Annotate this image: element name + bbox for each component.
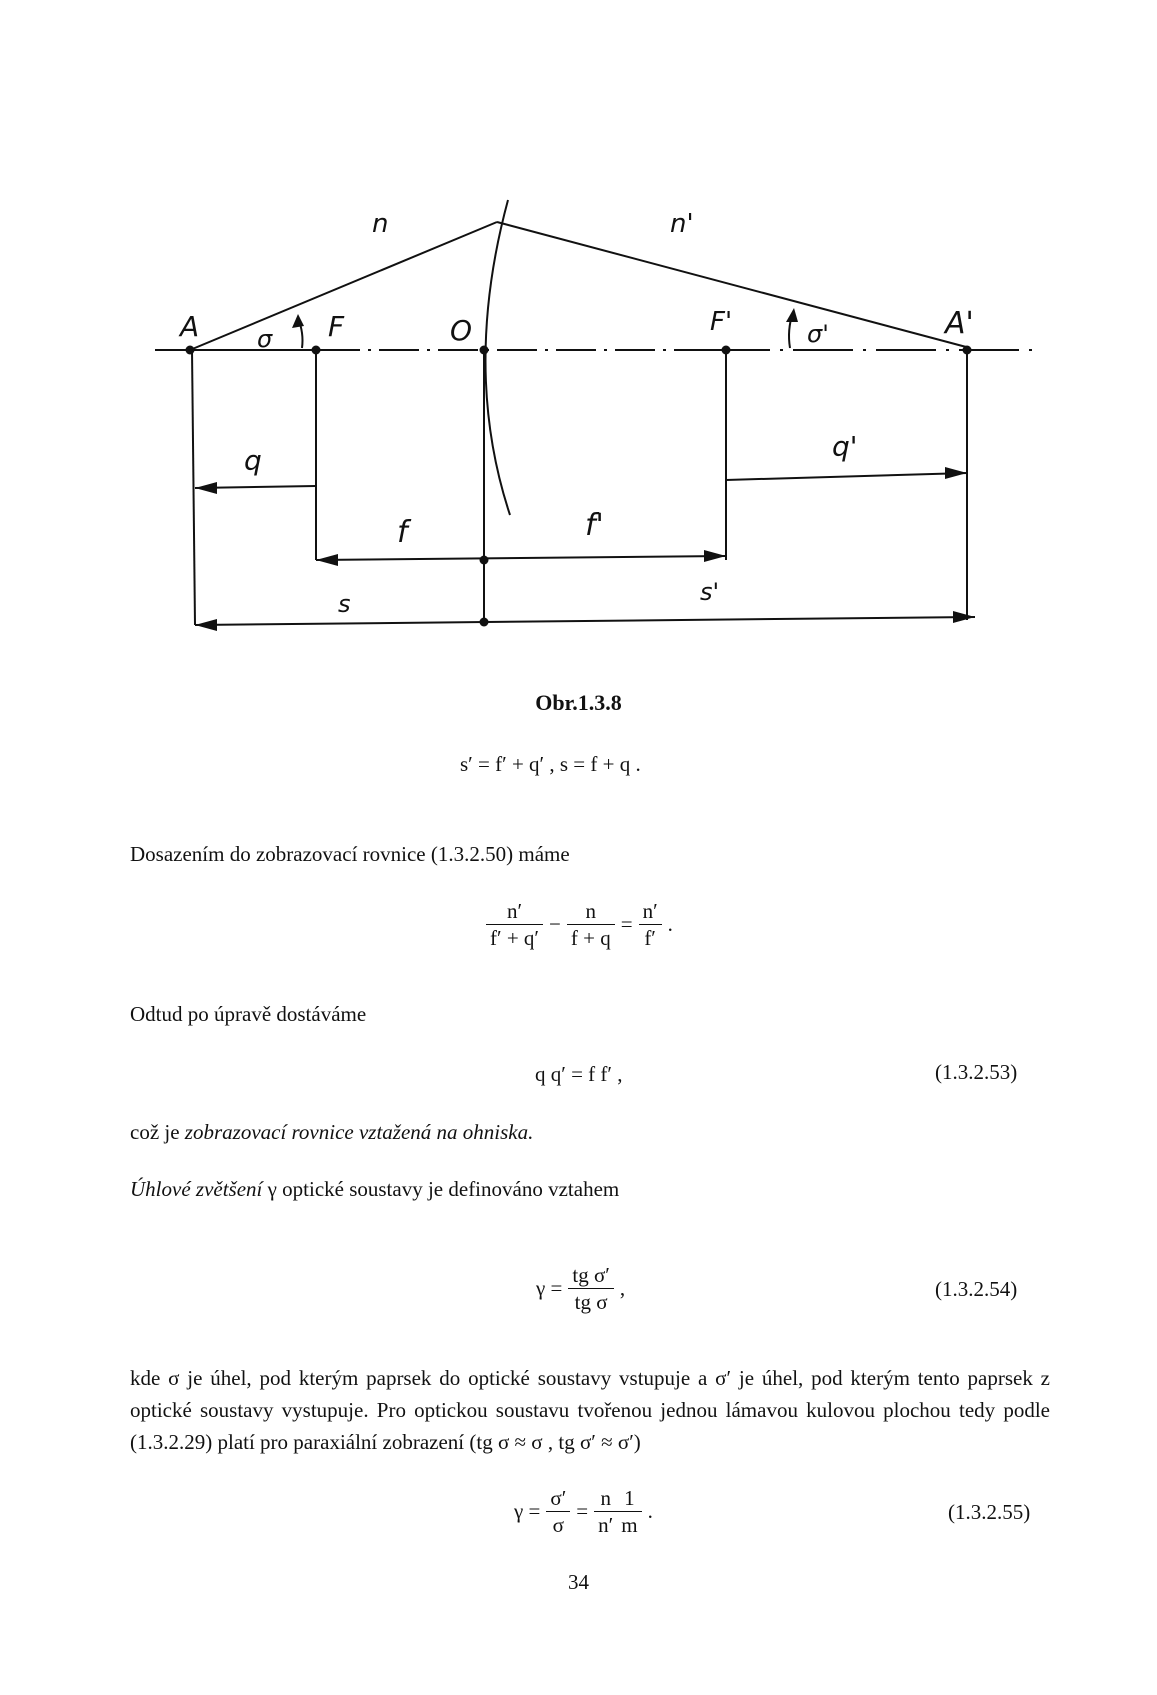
label-q-prime: q' — [832, 430, 858, 463]
f-arrowhead — [316, 554, 338, 566]
point-A-prime — [963, 346, 972, 355]
fraction-tangent — [568, 1262, 614, 1315]
label-F: F — [328, 310, 345, 343]
label-n-prime: n' — [670, 209, 694, 239]
fraction-1-denominator: f′ + q′ — [490, 926, 540, 950]
equation-number-55: (1.3.2.55) — [948, 1500, 1031, 1524]
s-dimension-line — [195, 617, 975, 625]
q-prime-dimension-line — [726, 473, 967, 480]
minus-sign: − — [549, 912, 561, 936]
optics-diagram — [0, 0, 1157, 680]
line-A-vertical — [192, 350, 195, 625]
fraction-term-1 — [486, 898, 543, 951]
equation-number-53: (1.3.2.53) — [935, 1060, 1018, 1084]
fraction-1-denominator: σ — [552, 1513, 564, 1537]
fraction-2-numerator: n — [567, 898, 615, 925]
point-s-origin — [480, 618, 489, 627]
fraction-3-denominator: f′ — [644, 926, 656, 950]
paragraph-substitution: Dosazením do zobrazovací rovnice (1.3.2.50) máme — [130, 842, 570, 866]
label-A-prime: A' — [945, 306, 974, 341]
equation-55 — [508, 1485, 659, 1538]
paragraph-angular-magnification — [130, 1175, 1050, 1203]
f-dimension-line — [316, 556, 726, 560]
equation-54 — [530, 1262, 631, 1315]
label-F-prime: F' — [710, 307, 733, 337]
equals-sign: = — [576, 1499, 589, 1523]
fraction-3-numerator: n′ — [639, 898, 662, 925]
point-F — [312, 346, 321, 355]
q-prime-arrowhead — [945, 467, 967, 479]
fraction-m — [617, 1485, 641, 1538]
fraction-3-denominator: m — [621, 1513, 638, 1537]
label-n: n — [372, 209, 389, 239]
point-f-origin — [480, 556, 489, 565]
equation-s: s′ = f′ + q′ , s = f + q . — [460, 752, 641, 776]
label-sigma: σ — [257, 325, 273, 353]
period: . — [667, 912, 673, 936]
point-F-prime — [722, 346, 731, 355]
label-O: O — [450, 314, 473, 347]
label-f: f — [397, 515, 408, 550]
refracting-surface — [485, 200, 510, 515]
label-q: q — [244, 444, 262, 477]
paragraph-definition: kde σ je úhel, pod kterým paprsek do optické soustavy vstupuje a σ′ je úhel, pod kterým tento paprsek z optické soustavy vystupuje. Pro optickou soustavu tvořenou jednou lámavou kulovou plochou tedy podle (1.3.2.29) platí pro paraxiální zobrazení (tg σ ≈ σ , tg σ′ ≈ σ′) — [130, 1366, 1050, 1454]
equation-53: q q′ = f f′ , — [535, 1062, 623, 1086]
fraction-denominator: tg σ — [574, 1290, 608, 1314]
page-number: 34 — [568, 1570, 589, 1594]
label-s-prime: s' — [700, 578, 720, 606]
s-prime-arrowhead — [953, 611, 975, 623]
text-rest: γ optické soustavy je definováno vztahem — [262, 1177, 620, 1201]
fraction-sigma — [546, 1485, 570, 1538]
equals-sign: = — [620, 912, 633, 936]
equation-fraction — [486, 898, 679, 951]
fraction-3-numerator: 1 — [617, 1485, 641, 1512]
paragraph-focal-equation — [130, 1118, 1050, 1146]
point-A — [186, 346, 195, 355]
label-sigma-prime: σ' — [807, 320, 829, 348]
fraction-n — [594, 1485, 617, 1538]
sigma-prime-arc-arrowhead — [786, 308, 798, 322]
period: . — [647, 1499, 653, 1523]
fraction-term-2 — [567, 898, 615, 951]
text-italic-term: zobrazovací rovnice vztažená na ohniska. — [184, 1120, 534, 1144]
figure-caption: Obr.1.3.8 — [535, 690, 622, 715]
fraction-2-denominator: f + q — [570, 926, 611, 950]
q-arrowhead — [195, 482, 217, 494]
sigma-arc-arrowhead — [292, 314, 304, 328]
fraction-1-numerator: n′ — [486, 898, 543, 925]
gamma-lhs: γ = — [536, 1276, 563, 1300]
label-f-prime: f' — [585, 508, 604, 543]
fraction-term-3 — [639, 898, 662, 951]
fraction-2-denominator: n′ — [598, 1513, 614, 1537]
label-A: A — [180, 310, 200, 343]
fraction-numerator: tg σ′ — [568, 1262, 614, 1289]
comma: , — [619, 1276, 626, 1300]
refracted-ray — [497, 222, 970, 348]
equation-number-54: (1.3.2.54) — [935, 1277, 1018, 1301]
s-arrowhead — [195, 619, 217, 631]
text-prefix: což je — [130, 1120, 185, 1144]
point-O — [480, 346, 489, 355]
fraction-1-numerator: σ′ — [546, 1485, 570, 1512]
label-s: s — [338, 590, 351, 618]
f-prime-arrowhead — [704, 550, 726, 562]
gamma-lhs: γ = — [514, 1499, 541, 1523]
fraction-2-numerator: n — [594, 1485, 617, 1512]
paragraph-rearranging: Odtud po úpravě dostáváme — [130, 1002, 367, 1026]
text-italic-term: Úhlové zvětšení — [130, 1177, 263, 1201]
